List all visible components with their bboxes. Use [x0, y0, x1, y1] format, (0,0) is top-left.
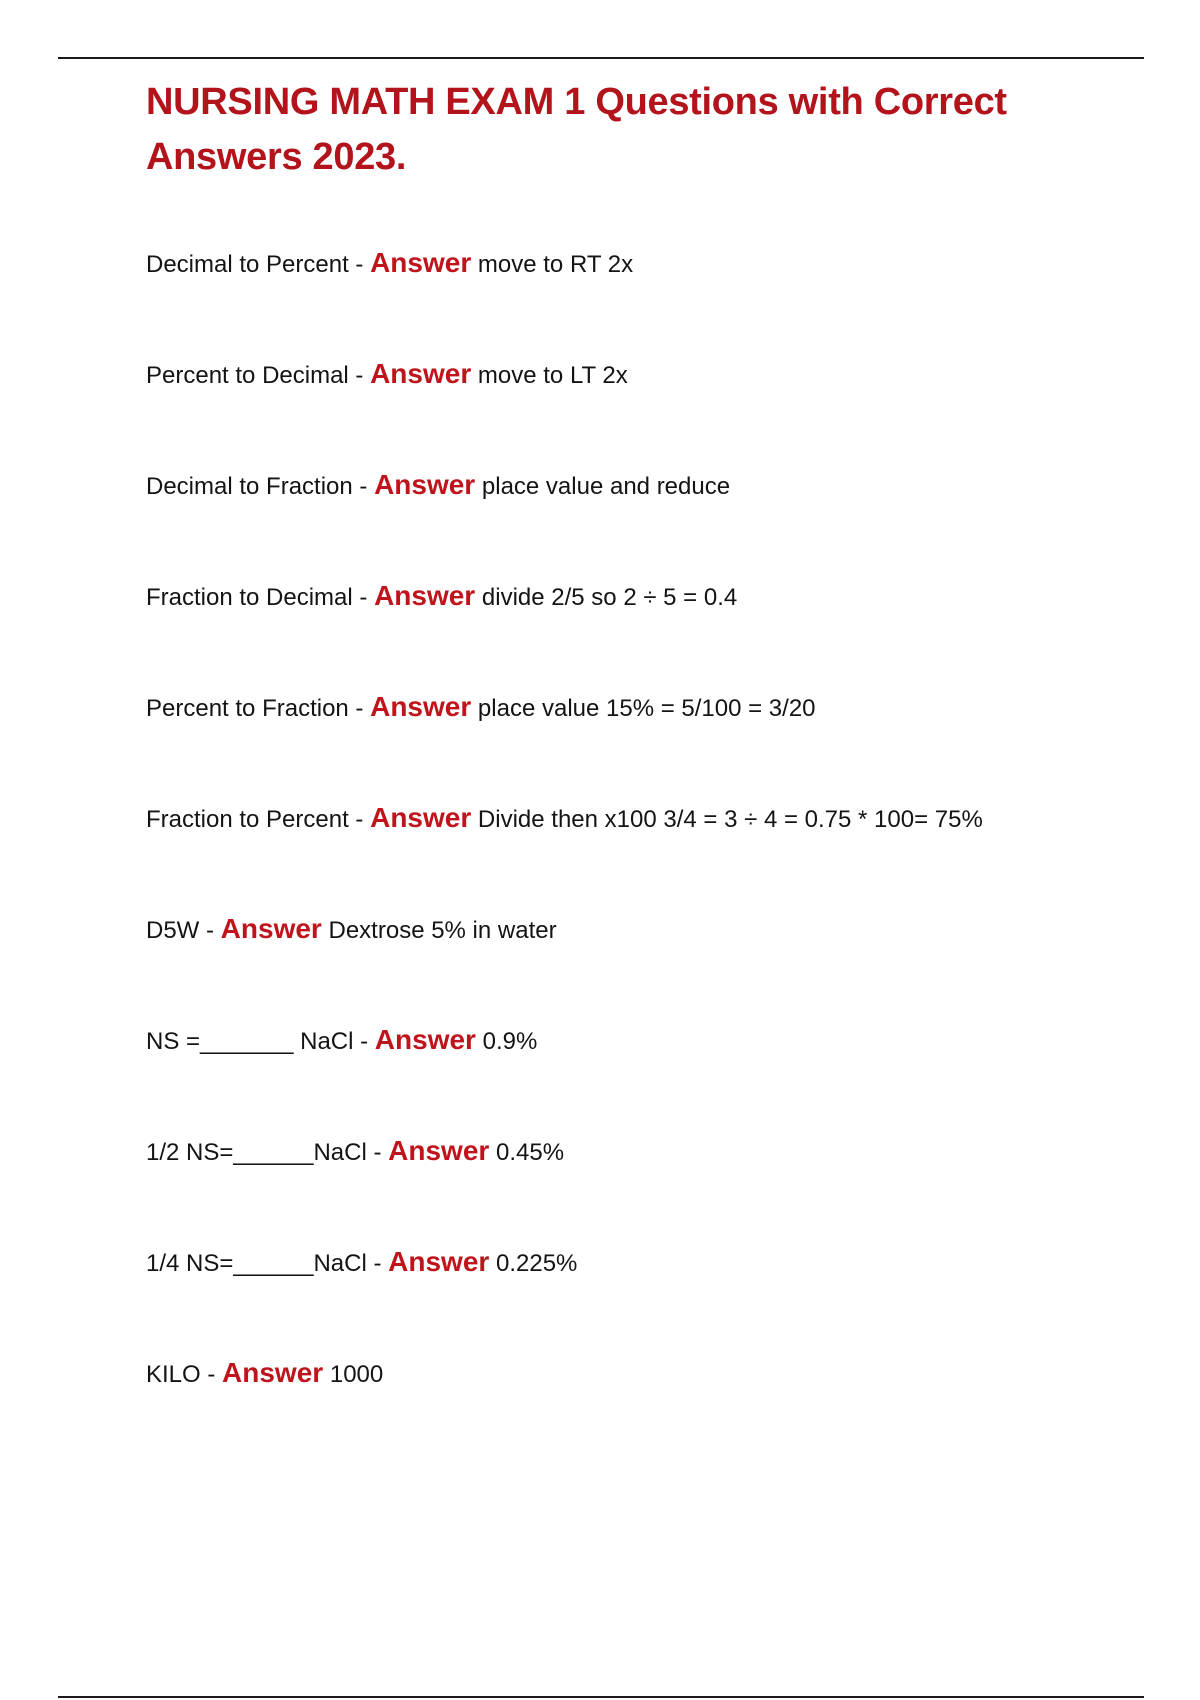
qa-item: [146, 1355, 1066, 1466]
answer-text: 0.45%: [495, 1139, 565, 1166]
separator: -: [348, 695, 371, 722]
answer-text: Dextrose 5% in water: [328, 917, 557, 944]
question-text: Fraction to Percent: [146, 806, 349, 833]
qa-item: [146, 689, 1066, 800]
separator: -: [199, 917, 221, 944]
separator: -: [348, 362, 371, 389]
answer-text: 0.9%: [482, 1028, 538, 1055]
answer-label: Answer: [388, 1135, 490, 1166]
answer-text: 0.225%: [495, 1250, 578, 1277]
answer-text: move to RT 2x: [477, 251, 634, 278]
answer-label: Answer: [370, 358, 472, 389]
answer-label: Answer: [374, 1024, 476, 1055]
separator: -: [348, 251, 371, 278]
top-divider: [58, 57, 1144, 59]
separator: -: [200, 1361, 223, 1388]
answer-text: 1000: [329, 1361, 384, 1388]
answer-text: move to LT 2x: [477, 362, 628, 389]
question-text: NS =_______ NaCl: [146, 1028, 354, 1055]
document-body: [146, 75, 1066, 1482]
separator: -: [348, 806, 371, 833]
qa-item: [146, 1133, 1066, 1244]
answer-text: Divide then x100 3/4 = 3 ÷ 4 = 0.75 * 100= 75%: [477, 806, 983, 833]
answer-label: Answer: [370, 247, 472, 278]
document-title: NURSING MATH EXAM 1 Questions with Correct Answers 2023.: [146, 81, 1007, 178]
answer-label: Answer: [388, 1246, 490, 1277]
question-text: Fraction to Decimal: [146, 584, 353, 611]
separator: -: [352, 473, 375, 500]
question-text: 1/2 NS=______NaCl: [146, 1139, 367, 1166]
answer-label: Answer: [370, 691, 472, 722]
separator: -: [366, 1250, 389, 1277]
separator: -: [353, 1028, 375, 1055]
qa-list: [146, 245, 1066, 1466]
qa-item: [146, 356, 1066, 467]
question-text: Decimal to Percent: [146, 251, 349, 278]
answer-text: place value and reduce: [481, 473, 731, 500]
question-text: Decimal to Fraction: [146, 473, 353, 500]
qa-item: [146, 467, 1066, 578]
qa-item: [146, 800, 1066, 911]
answer-text: place value 15% = 5/100 = 3/20: [477, 695, 816, 722]
question-text: KILO: [146, 1361, 201, 1388]
qa-item: [146, 1022, 1066, 1133]
question-text: D5W: [146, 917, 200, 944]
separator: -: [366, 1139, 389, 1166]
question-text: 1/4 NS=______NaCl: [146, 1250, 367, 1277]
answer-text: divide 2/5 so 2 ÷ 5 = 0.4: [481, 584, 738, 611]
answer-label: Answer: [220, 913, 322, 944]
answer-label: Answer: [370, 802, 472, 833]
qa-item: [146, 911, 1066, 1022]
answer-label: Answer: [374, 580, 476, 611]
answer-label: Answer: [222, 1357, 324, 1388]
question-text: Percent to Decimal: [146, 362, 349, 389]
qa-item: [146, 1244, 1066, 1355]
answer-label: Answer: [374, 469, 476, 500]
qa-item: [146, 245, 1066, 356]
qa-item: [146, 578, 1066, 689]
bottom-divider: [58, 1696, 1144, 1698]
question-text: Percent to Fraction: [146, 695, 349, 722]
separator: -: [352, 584, 375, 611]
